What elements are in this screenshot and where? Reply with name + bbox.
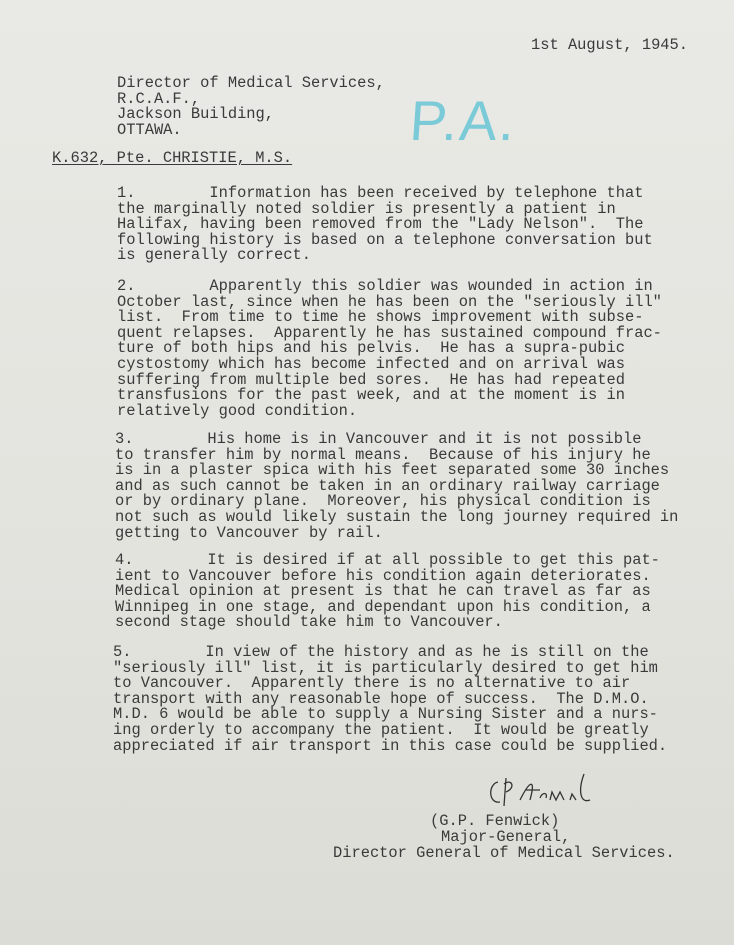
pa-stamp: P.A. bbox=[407, 89, 519, 152]
text-line: or by ordinary plane. Moreover, his physical condition is bbox=[115, 492, 651, 511]
text-line: suffering from multiple bed sores. He has had repeated bbox=[117, 370, 625, 389]
paragraph-3 bbox=[115, 432, 678, 541]
address-line: Jackson Building, bbox=[117, 105, 275, 124]
text-line: 5. In view of the history and as he is still on the bbox=[113, 643, 649, 661]
text-line: getting to Vancouver by rail. bbox=[115, 523, 383, 542]
text-line: ient to Vancouver before his condition again deteriorates. bbox=[115, 566, 651, 585]
text-line: second stage should take him to Vancouver. bbox=[115, 613, 503, 632]
text-line: the marginally noted soldier is presently a patient in bbox=[117, 199, 616, 218]
text-line: transfusions for the past week, and at the moment is in bbox=[117, 386, 625, 405]
text-line: and as such cannot be taken in an ordinary railway carriage bbox=[115, 476, 660, 495]
text-line: to Vancouver. Apparently there is no alternative to air bbox=[113, 674, 631, 693]
text-line: following history is based on a telephone conversation but bbox=[117, 230, 653, 249]
text-line: "seriously ill" list, it is particularly desired to get him bbox=[113, 658, 658, 677]
letter-date: 1st August, 1945. bbox=[531, 36, 689, 54]
text-line: list. From time to time he shows improvement with subse- bbox=[117, 308, 644, 327]
handwritten-signature bbox=[486, 770, 616, 815]
text-line: M.D. 6 would be able to supply a Nursing Sister and a nurs- bbox=[113, 705, 658, 724]
address-line: OTTAWA. bbox=[117, 120, 182, 139]
text-line: ing orderly to accompany the patient. It would be greatly bbox=[113, 720, 649, 739]
text-line: Halifax, having been removed from the "Lady Nelson". The bbox=[117, 215, 644, 234]
signatory-rank: Major-General, bbox=[441, 828, 571, 846]
address-line: Director of Medical Services, bbox=[117, 74, 385, 92]
text-line: not such as would likely sustain the long journey required in bbox=[115, 507, 679, 526]
text-line: 2. Apparently this soldier was wounded in action in bbox=[117, 277, 653, 295]
text-line: 1. Information has been received by telephone that bbox=[117, 184, 644, 202]
recipient-address bbox=[117, 76, 385, 138]
text-line: Winnipeg in one stage, and dependant upon his condition, a bbox=[115, 597, 651, 616]
text-line: to transfer him by normal means. Because of his injury he bbox=[115, 445, 651, 464]
paragraph-4 bbox=[115, 553, 660, 631]
text-line: is in a plaster spica with his feet separated some 30 inches bbox=[115, 461, 670, 480]
subject-line: K.632, Pte. CHRISTIE, M.S. bbox=[52, 149, 293, 167]
text-line: 3. His home is in Vancouver and it is not possible bbox=[115, 430, 642, 448]
text-line: appreciated if air transport in this case could be supplied. bbox=[113, 736, 668, 755]
text-line: cystostomy which has become infected and on arrival was bbox=[117, 354, 625, 373]
text-line: 4. It is desired if at all possible to get this pat- bbox=[115, 551, 660, 569]
text-line: October last, since when he has been on the "seriously ill" bbox=[117, 292, 662, 311]
text-line: transport with any reasonable hope of success. The D.M.O. bbox=[113, 689, 649, 708]
text-line: relatively good condition. bbox=[117, 401, 358, 420]
text-line: is generally correct. bbox=[117, 246, 311, 265]
text-line: Medical opinion at present is that he can travel as far as bbox=[115, 582, 651, 601]
address-line: R.C.A.F., bbox=[117, 89, 201, 108]
paragraph-5 bbox=[113, 645, 667, 754]
text-line: ture of both hips and his pelvis. He has a supra-pubic bbox=[117, 339, 625, 358]
signatory-name: (G.P. Fenwick) bbox=[430, 812, 560, 830]
text-line: quent relapses. Apparently he has sustained compound frac- bbox=[117, 323, 662, 342]
paragraph-1 bbox=[117, 186, 653, 264]
signatory-title: Director General of Medical Services. bbox=[333, 844, 675, 862]
paragraph-2 bbox=[117, 279, 662, 419]
